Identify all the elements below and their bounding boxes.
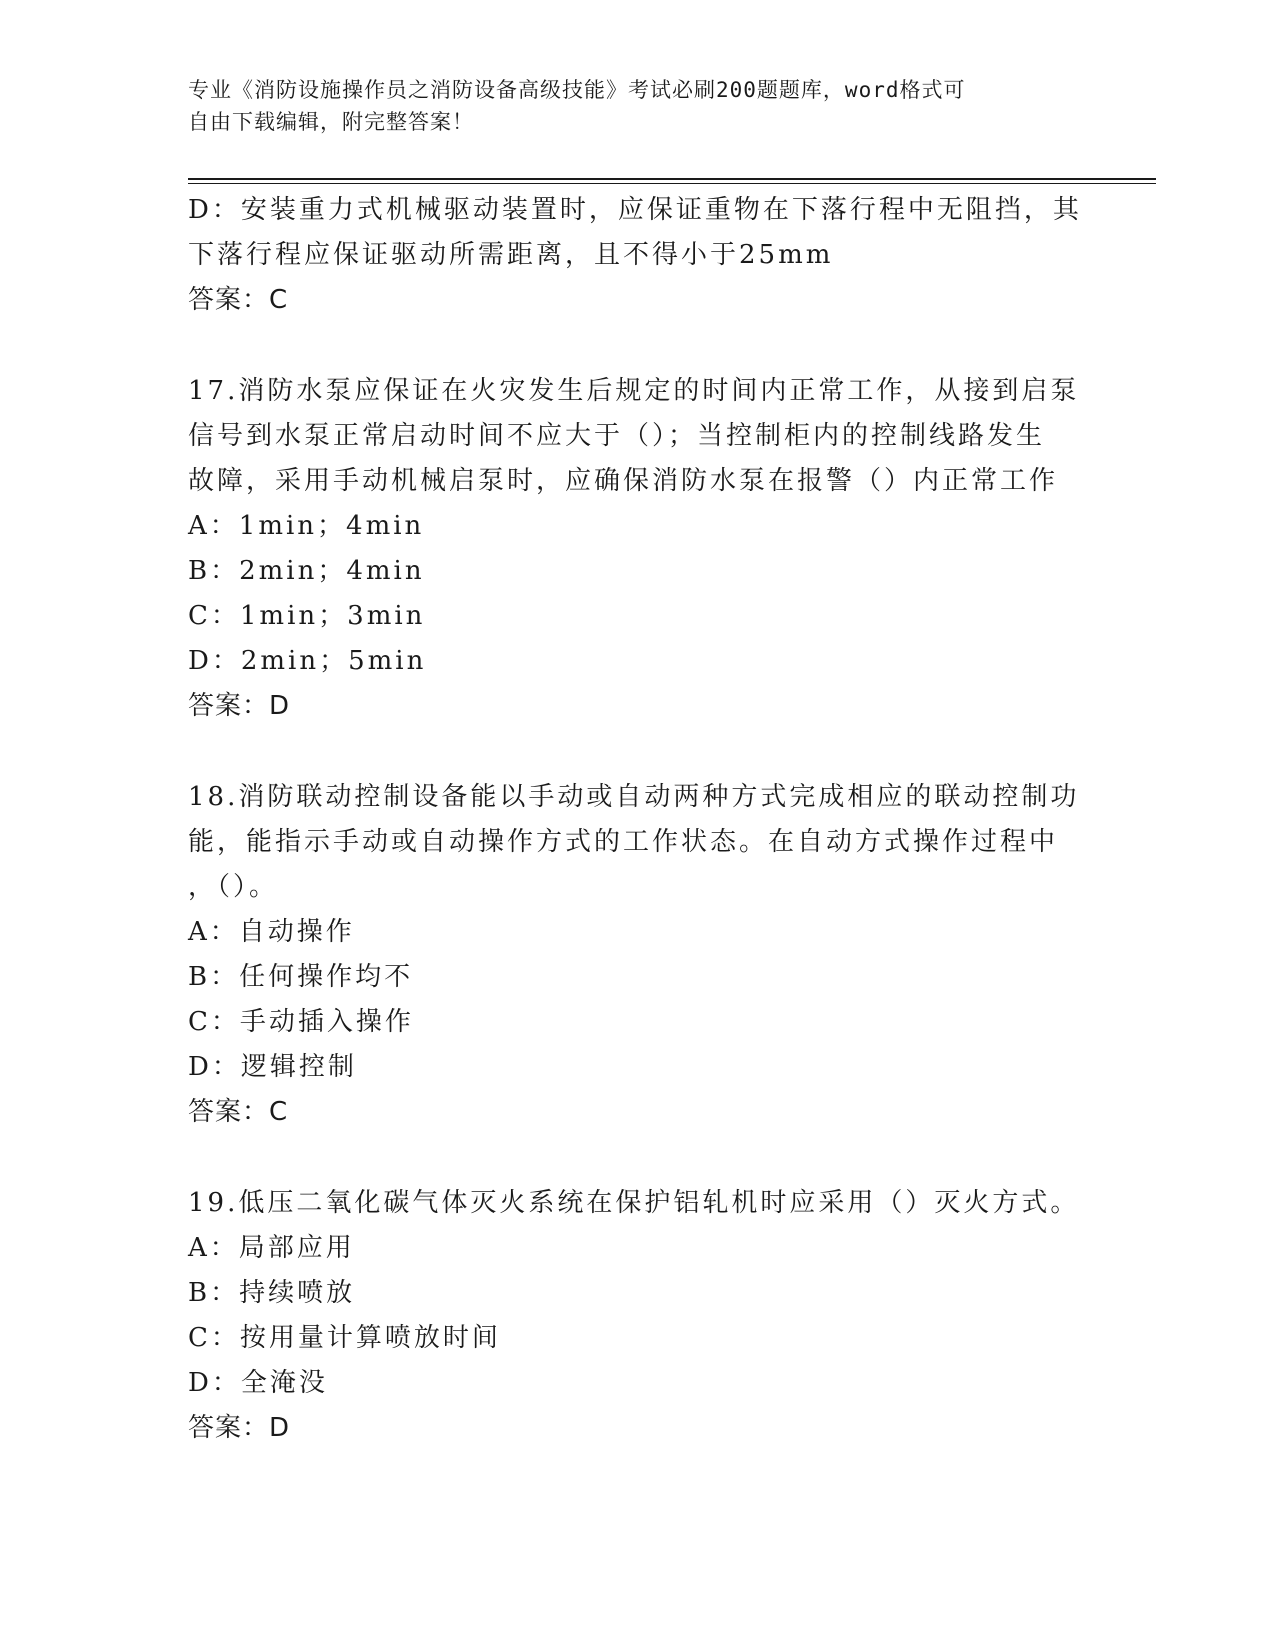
question-18-stem-line-3: ，（）。 xyxy=(188,872,279,902)
question-18-option-c: C：手动插入操作 xyxy=(188,1007,414,1037)
header-rule-thin xyxy=(188,183,1156,184)
spacer xyxy=(188,1135,1088,1181)
spacer xyxy=(188,323,1088,369)
question-18-answer: 答案：C xyxy=(188,1097,289,1127)
question-17-option-c: C：1min；3min xyxy=(188,601,426,631)
question-18-option-d: D：逻辑控制 xyxy=(188,1052,357,1082)
question-19-option-d: D：全淹没 xyxy=(188,1368,328,1398)
header-title-line-2: 自由下载编辑，附完整答案！ xyxy=(188,110,474,134)
header-rule-thick xyxy=(188,178,1156,180)
header-title-line-1: 专业《消防设施操作员之消防设备高级技能》考试必刷200题题库，word格式可 xyxy=(188,78,966,102)
question-19-option-b: B：持续喷放 xyxy=(188,1278,356,1308)
question-18 xyxy=(188,775,1088,1135)
question-17-stem-line-1: 17.消防水泵应保证在火灾发生后规定的时间内正常工作，从接到启泵 xyxy=(188,376,1080,406)
question-19-stem-line-1: 19.低压二氧化碳气体灭火系统在保护铝轧机时应采用（）灭火方式。 xyxy=(188,1188,1080,1218)
question-16-option-d-line-1: D：安装重力式机械驱动装置时，应保证重物在下落行程中无阻挡，其 xyxy=(188,195,1082,225)
question-list xyxy=(188,188,1088,1451)
question-19-option-c: C：按用量计算喷放时间 xyxy=(188,1323,501,1353)
question-17 xyxy=(188,369,1088,729)
question-17-answer: 答案：D xyxy=(188,691,291,721)
question-18-stem-line-2: 能，能指示手动或自动操作方式的工作状态。在自动方式操作过程中 xyxy=(188,827,1059,857)
document-header xyxy=(188,74,1068,138)
question-18-option-a: A：自动操作 xyxy=(188,917,355,947)
question-19-option-a: A：局部应用 xyxy=(188,1233,355,1263)
question-17-option-d: D：2min；5min xyxy=(188,646,427,676)
question-19-answer: 答案：D xyxy=(188,1413,291,1443)
question-18-option-b: B：任何操作均不 xyxy=(188,962,414,992)
question-19 xyxy=(188,1181,1088,1451)
question-16-option-d-line-2: 下落行程应保证驱动所需距离，且不得小于25mm xyxy=(188,240,834,270)
question-16-tail xyxy=(188,188,1088,323)
question-17-stem-line-2: 信号到水泵正常启动时间不应大于（）；当控制柜内的控制线路发生 xyxy=(188,421,1046,451)
question-17-option-a: A：1min；4min xyxy=(188,511,425,541)
spacer xyxy=(188,729,1088,775)
question-17-stem-line-3: 故障，采用手动机械启泵时，应确保消防水泵在报警（）内正常工作 xyxy=(188,466,1059,496)
question-18-stem-line-1: 18.消防联动控制设备能以手动或自动两种方式完成相应的联动控制功 xyxy=(188,782,1080,812)
question-16-answer: 答案：C xyxy=(188,285,289,315)
question-17-option-b: B：2min；4min xyxy=(188,556,425,586)
